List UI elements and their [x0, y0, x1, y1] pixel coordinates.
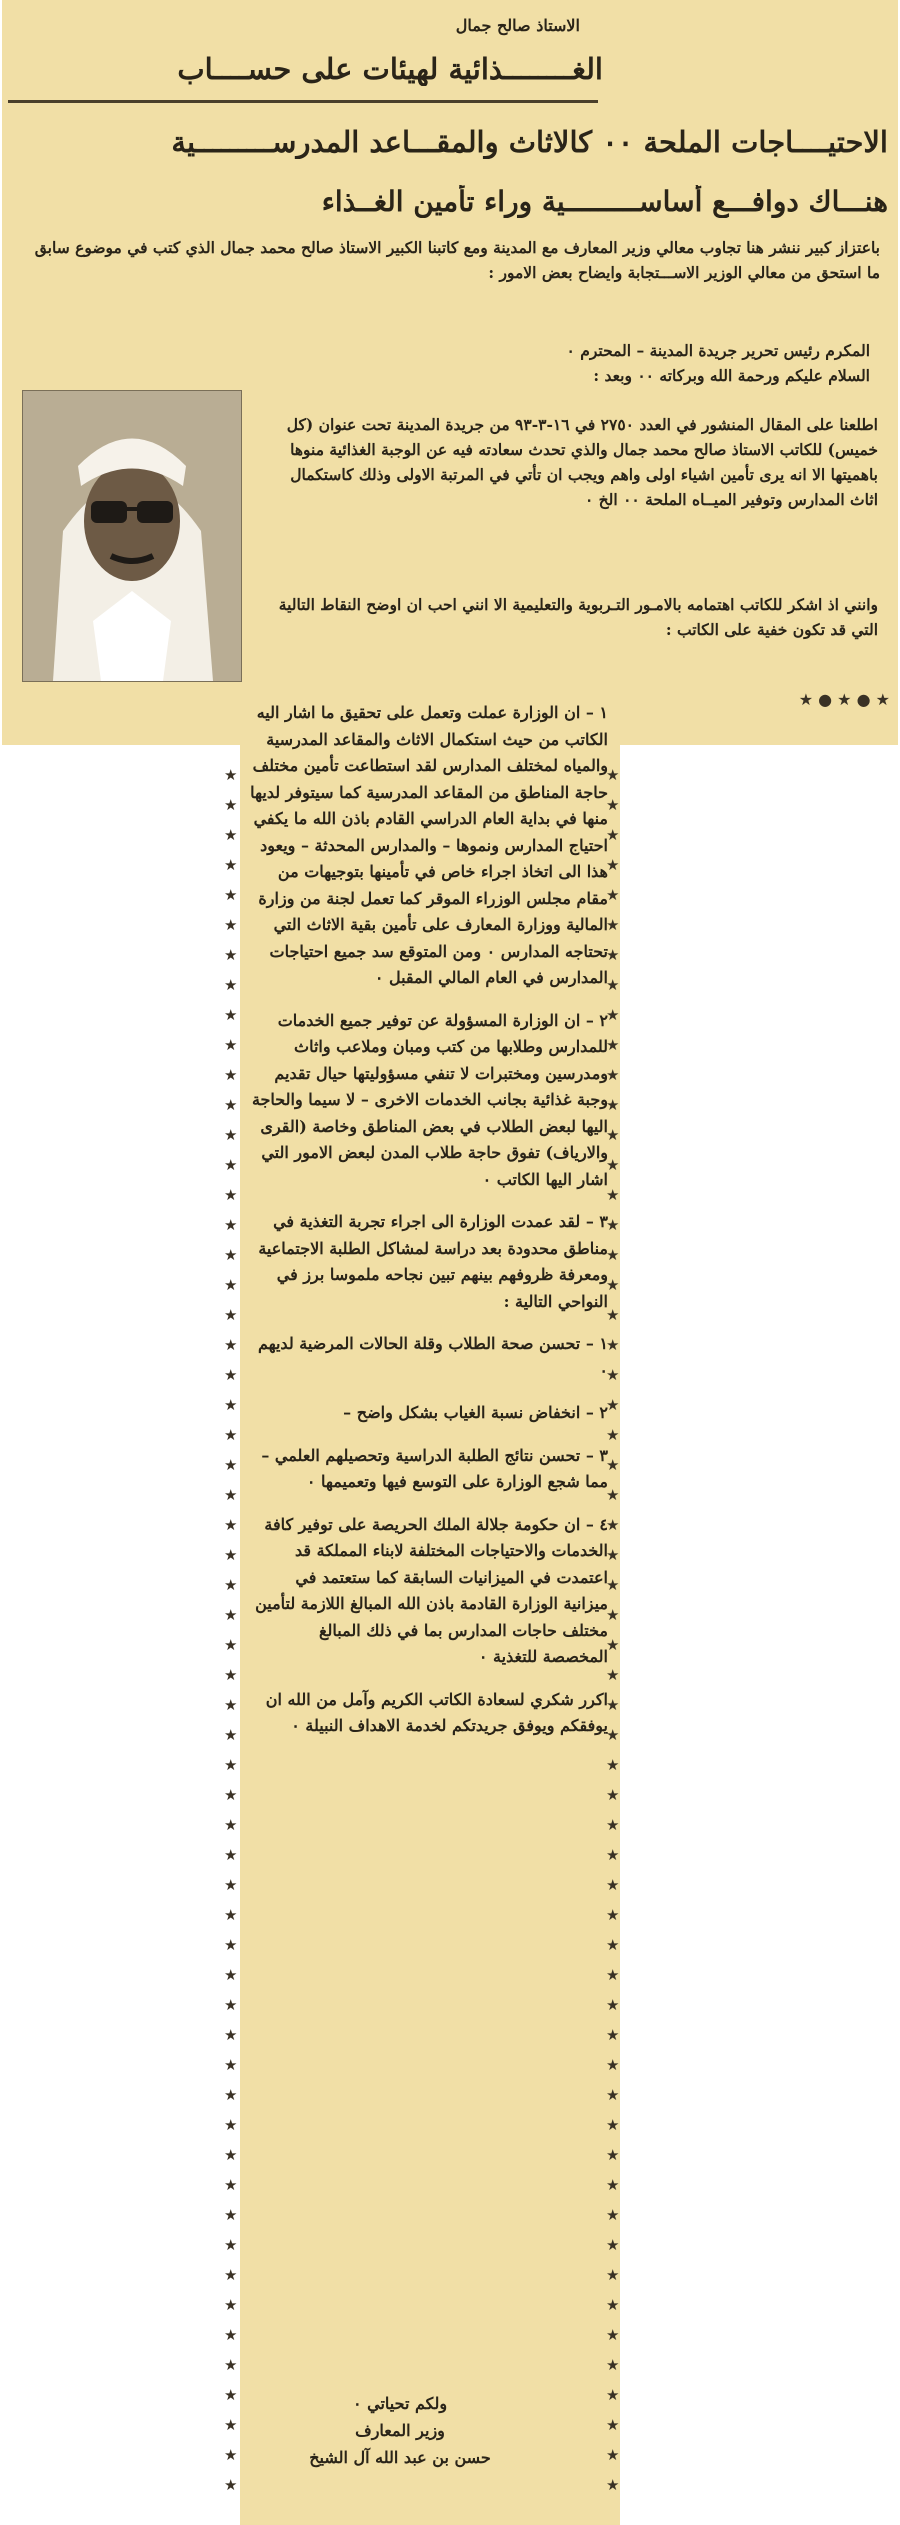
point-4: ٤ – ان حكومة جلالة الملك الحريصة على توفير كافة الخدمات والاحتياجات المختلفة لابناء المملكة قد اعتمدت في الميزانيات السابقة كما ستعتمد في ميزانية الوزارة القادمة باذن الله المبالغ اللازمة لتأمين مختلف حاجات المدارس بما في ذلك المبالغ المخصصة للتغذية ٠ — [255, 1514, 608, 1666]
headline-line-3: هنـــاك دوافـــع أساســـــــــية وراء تأمين الغــذاء — [321, 185, 888, 218]
salutation-line: السلام عليكم ورحمة الله وبركاته ٠٠ وبعد : — [593, 366, 870, 385]
letter-closing — [250, 2390, 550, 2471]
author-photo — [22, 390, 242, 682]
closing-greeting: ولكم تحياتي ٠ — [352, 2394, 448, 2413]
byline: الاستاذ صالح جمال — [455, 16, 580, 35]
subpoint-3: ٣ – تحسن نتائج الطلبة الدراسية وتحصيلهم العلمي – مما شجع الوزارة على التوسع فيها وتعميمها ٠ — [261, 1445, 608, 1491]
headline-line-1: الغــــــــذائية لهيئات على حســــاب — [177, 52, 603, 86]
thanks-paragraph: اكرر شكري لسعادة الكاتب الكريم وآمل من الله ان يوفقكم ويوفق جريدتكم لخدمة الاهداف النبيلة ٠ — [265, 1689, 608, 1735]
headline-line-2: الاحتيــــاجات الملحة ٠٠ كالاثاث والمقـــاعد المدرســـــــــية — [171, 125, 888, 159]
salutation-line: المكرم رئيس تحرير جريدة المدينة – المحترم ٠ — [566, 341, 870, 360]
editor-intro: باعتزاز كبير ننشر هنا تجاوب معالي وزير المعارف مع المدينة ومع كاتبنا الكبير الاستاذ صالح محمد جمال الذي كتب في موضوع سابق ما استحق من معالي الوزير الاســـتجابة وايضاح بعض الامور : — [34, 238, 880, 282]
left-star-border: ★ ★ ★ ★ ★ ★ ★ ★ ★ ★ ★ ★ ★ ★ ★ ★ ★ ★ ★ ★ ★ ★ ★ ★ ★ ★ ★ ★ ★ ★ ★ ★ ★ ★ ★ ★ ★ ★ ★ ★ ★ ★ ★ ★ ★ ★ ★ ★ ★ ★ ★ ★ ★ ★ ★ ★ ★ ★ — [224, 766, 238, 2494]
letter-body-column — [250, 700, 608, 1756]
signer-title: وزير المعارف — [355, 2421, 445, 2440]
letter-paragraph: اطلعنا على المقال المنشور في العدد ٢٧٥٠ في ١٦-٣-٩٣ من جريدة المدينة تحت عنوان (كل خميس) للكاتب الاستاذ صالح محمد جمال والذي تحدث سعادته فيه عن الوجبة الغذائية منوها باهميتها الا انه يرى تأمين اشياء اولى واهم ويجب ان تأتي في المرتبة الاولى وذلك كاستكمال اثاث المدارس وتوفير الميــاه الملحة ٠٠ الخ ٠ — [286, 415, 878, 509]
signer-name: حسن بن عبد الله آل الشيخ — [309, 2448, 491, 2467]
letter-salutation — [370, 338, 870, 388]
point-3: ٣ – لقد عمدت الوزارة الى اجراء تجربة التغذية في مناطق محدودة بعد دراسة لمشاكل الطلبة الاجتماعية ومعرفة ظروفهم بينهم تبين نجاحه ملموسا برز في النواحي التالية : — [258, 1212, 608, 1311]
decorative-stars: ★ ● ★ ● ★ — [798, 690, 890, 709]
subpoint-1: ١ – تحسن صحة الطلاب وقلة الحالات المرضية لديهم ٠ — [257, 1334, 608, 1380]
headline-rule — [8, 100, 598, 103]
point-2: ٢ – ان الوزارة المسؤولة عن توفير جميع الخدمات للمدارس وطلابها من كتب ومبان وملاعب واثاث ومدرسين ومختبرات لا تنفي مسؤوليتها حيال تقديم وجبة غذائية بجانب الخدمات الاخرى – لا سيما والحاجة اليها لبعض الطلاب في بعض المناطق وخاصة (القرى والارياف) تفوق حاجة طلاب المدن لبعض الامور التي اشار اليها الكاتب ٠ — [251, 1010, 608, 1189]
letter-paragraph: وانني اذ اشكر للكاتب اهتمامه بالامـور التـربوية والتعليمية الا انني احب ان اوضح النقاط التالية التي قد تكون خفية على الكاتب : — [278, 595, 878, 639]
point-1: ١ – ان الوزارة عملت وتعمل على تحقيق ما اشار اليه الكاتب من حيث استكمال الاثاث والمقاعد المدرسية والمياه لمختلف المدارس لقد استطاعت تأمين مختلف حاجة المناطق من المقاعد المدرسية كما سيتوفر لديها منها في بداية العام الدراسي القادم باذن الله ما يكفي احتياج المدارس ونموها – والمدارس المحدثة – ويعود هذا الى اتخاذ اجراء خاص في تأمينها بتوجيهات من مقام مجلس الوزراء الموقر كما تعمل لجنة من وزارة المالية ووزارة المعارف على تأمين بقية الاثاث التي تحتاجه المدارس ٠ ومن المتوقع سد جميع احتياجات المدارس في العام المالي المقبل ٠ — [250, 703, 608, 987]
subpoint-2: ٢ – انخفاض نسبة الغياب بشكل واضح – — [343, 1403, 608, 1422]
right-star-border: ★ ★ ★ ★ ★ ★ ★ ★ ★ ★ ★ ★ ★ ★ ★ ★ ★ ★ ★ ★ ★ ★ ★ ★ ★ ★ ★ ★ ★ ★ ★ ★ ★ ★ ★ ★ ★ ★ ★ ★ ★ ★ ★ ★ ★ ★ ★ ★ ★ ★ ★ ★ ★ ★ ★ ★ ★ ★ — [606, 766, 620, 2494]
